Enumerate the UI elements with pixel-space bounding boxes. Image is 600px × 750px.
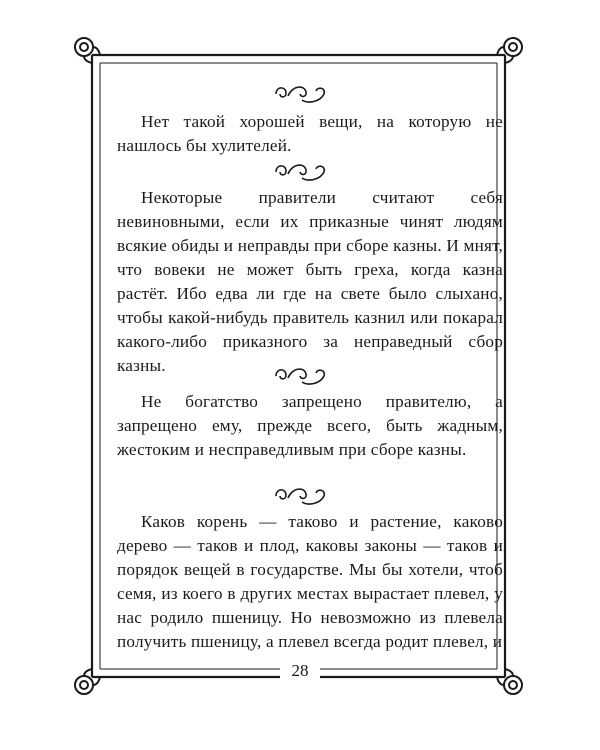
paragraph-block [117, 390, 503, 462]
paragraph: Каков корень — таково и растение, каково дерево — таков и плод, каковы законы — таков и порядок вещей в государстве. Мы бы хотели, чтоб семя, из коего в других местах вырастает плевел, у нас родило пшеницу. Но невозможно из плевела получить пшеницу, а плевел всегда родит плевел, и [117, 512, 503, 651]
paragraph: Нет такой хорошей вещи, на которую не нашлось бы хулителей. [117, 112, 503, 155]
paragraph-block [117, 510, 503, 654]
corner-ornament-icon [75, 669, 100, 694]
corner-ornament-icon [75, 38, 100, 63]
paragraph: Не богатство запрещено правителю, а запрещено ему, прежде всего, быть жадным, жестоким и несправедливым при сборе казны. [117, 392, 503, 459]
paragraph-block [117, 186, 503, 378]
paragraph: Некоторые правители считают себя невиновными, если их приказные чинят людям всякие обиды и неправды при сборе казны. И мнят, что вовеки не может быть греха, когда казна растёт. Ибо едва ли где на свете было слыхано, чтобы какой-нибудь правитель казнил или покарал какого-либо приказного за неправедный сбор казны. [117, 188, 503, 375]
swirl-ornament-icon [272, 482, 328, 508]
swirl-ornament-icon [272, 158, 328, 184]
corner-ornament-icon [497, 669, 522, 694]
paragraph-block [117, 110, 503, 158]
corner-ornament-icon [497, 38, 522, 63]
swirl-ornament-icon [272, 80, 328, 106]
page-number: 28 [282, 659, 318, 683]
